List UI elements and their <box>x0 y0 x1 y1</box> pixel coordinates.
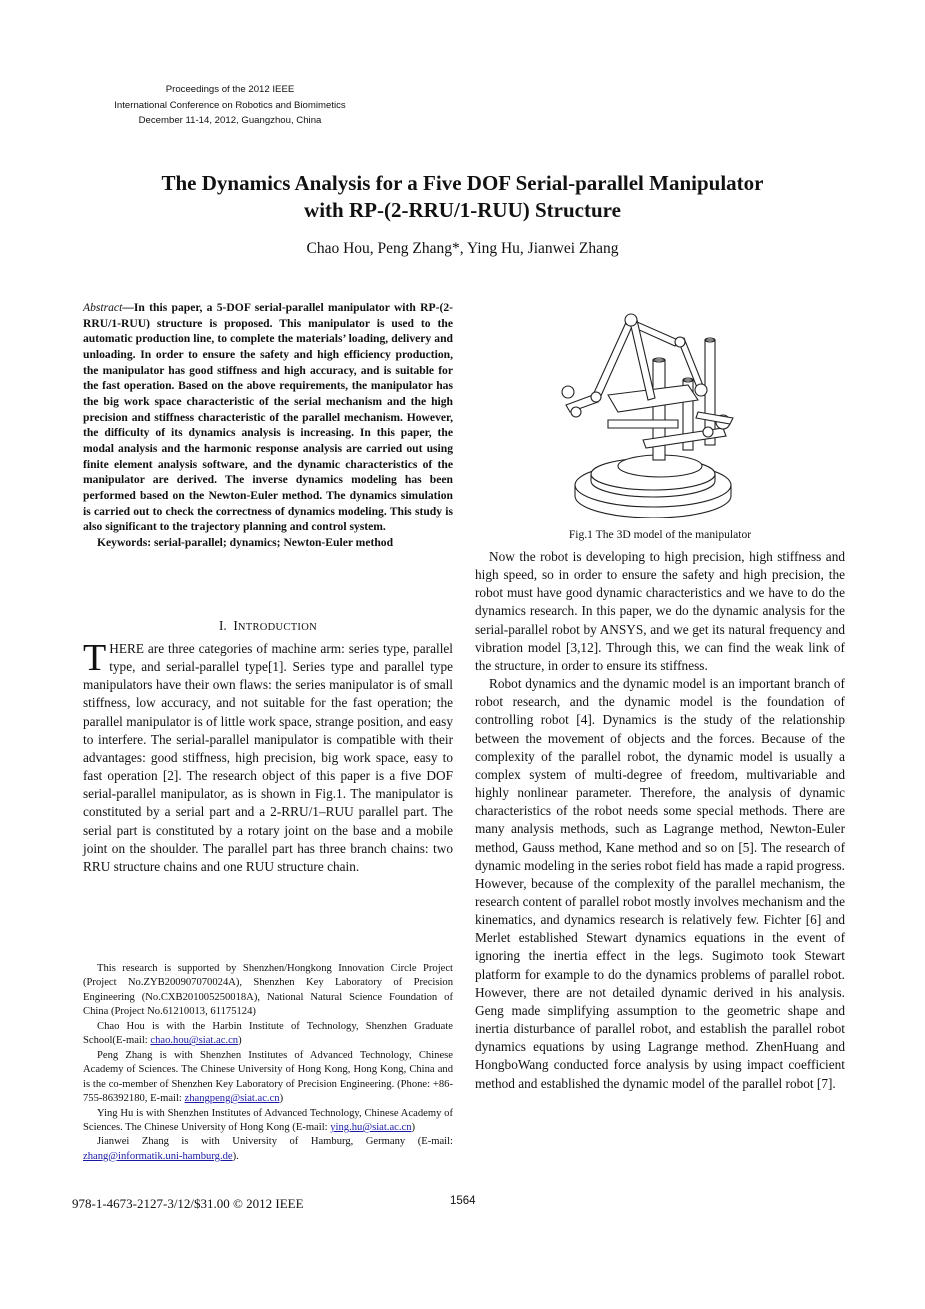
intro-paragraph: HERE are three categories of machine arm: series type, parallel type, and serial-parallel type[1]. Series type and parallel type manipulators have their own flaws: the series manipulator is of small stiffness, low accuracy, and not suitable for the fast operation; the parallel manipulator is of little work space, strange position, and easy to interfere. The serial-parallel manipulator is compatible with their advantages: good stiffness, high precision, big work space, easy to fast operation [2]. The research object of this paper is a five DOF serial-parallel manipulator, as is shown in Fig.1. The manipulator is constituted by a serial part and a 2-RRU/1–RUU parallel part. The serial part is constituted by a rotary joint on the base and a mobile joint on the shoulder. The parallel part has three branch chains: two RRU structure chains and one RUU structure chain. <box>83 641 453 874</box>
footnote-close: ). <box>232 1150 239 1162</box>
email-link[interactable]: zhangpeng@siat.ac.cn <box>184 1093 280 1105</box>
footnote-close: ) <box>411 1121 416 1133</box>
footnote-author <box>83 1049 453 1107</box>
introduction-body <box>83 637 453 876</box>
section-title-rest: NTRODUCTION <box>237 622 317 633</box>
section-heading-introduction <box>83 618 453 634</box>
page-number: 1564 <box>450 1195 476 1207</box>
footnote-author <box>83 1107 453 1136</box>
manipulator-3d-figure <box>548 300 788 518</box>
paragraph: Robot dynamics and the dynamic model is an important branch of robot research, and the dynamic model is the foundation of controlling robot [4]. Dynamics is the study of the relationship between the movement of objects and the forces. Because of the complexity of the parallel robot, the dynamic model is usually a complex system of multi-degree of freedom, multivariable and highly nonlinear parameter. Therefore, the analysis of dynamic characteristics of the robot needs some special methods. There are many analysis methods, such as Lagrange method, Newton-Euler method, Gauss method, Kane method and so on [5]. The research of dynamic modeling in the series robot field has made a rapid progress. However, because of the complexity of the parallel mechanism, the research content of parallel robot mostly involves mechanism and the kinematics, and dynamics research is relatively few. Fichter [6] and Merlet established Stewart dynamics equations in the event of ignoring the inertia effect in the legs. Sugimoto took Stewart platform for example to do the dynamics problems of parallel robot. However, there are not detailed dynamic derived in his analysis. Geng made simplifying assumption to the geometric shape and inertia disturbance of parallel robot, and establish the parallel robot dynamics equations by using Lagrange method. ZhenHuang and HongboWang conducted force analysis by using impact coefficient method and established the dynamic model of the parallel robot [7]. <box>475 676 845 1091</box>
footnotes <box>83 962 453 1164</box>
author-list: Chao Hou, Peng Zhang*, Ying Hu, Jianwei Zhang <box>306 240 619 257</box>
header-line: December 11-14, 2012, Guangzhou, China <box>138 115 322 127</box>
email-link[interactable]: chao.hou@siat.ac.cn <box>150 1035 239 1047</box>
footnote-text: Jianwei Zhang is with University of Hamburg, Germany (E-mail: <box>97 1136 453 1148</box>
proceedings-header <box>60 82 400 129</box>
keywords: Keywords: serial-parallel; dynamics; Newton-Euler method <box>97 535 394 549</box>
paper-title <box>0 170 925 224</box>
title-line: with RP-(2-RRU/1-RUU) Structure <box>304 198 621 222</box>
footnote-author <box>83 1020 453 1049</box>
isbn-copyright: 978-1-4673-2127-3/12/$31.00 © 2012 IEEE <box>72 1196 304 1211</box>
footnote-close: ) <box>279 1093 284 1105</box>
paragraph: Now the robot is developing to high precision, high stiffness and high speed, so in order to ensure the safety and high precision, the robot must have good dynamic characteristics and we have to do the dynamics research. In this paper, we do the dynamic analysis for the serial-parallel robot by ANSYS, and we get its natural frequency and vibration model [3,12]. Through this, we can find the weak link of the structure, in order to ensure its stiffness. <box>475 549 845 673</box>
drop-cap: T <box>83 637 107 679</box>
footnote-funding: This research is supported by Shenzhen/Hongkong Innovation Circle Project (Project No.ZYB200907070024A), Shenzhen Key Laboratory of Precision Engineering (No.CXB201005250018A), National Natural Science Foundation of China (Project No.61210013, 61175124) <box>83 963 453 1018</box>
header-line: International Conference on Robotics and Biomimetics <box>114 99 346 111</box>
footnote-text: Ying Hu is with Shenzhen Institutes of Advanced Technology, Chinese Academy of Sciences. The Chinese University of Hong Kong (E-mail: <box>83 1107 453 1133</box>
abstract-text: —In this paper, a 5-DOF serial-parallel manipulator with RP-(2-RRU/1-RUU) structure is proposed. This manipulator is used to the automatic production line, to complete the materials’ loading, delivery and unloading. In order to ensure the safety and high efficiency production, the manipulator has good stiffness and high accuracy, and is suitable for the fast operation. Based on the above requirements, the manipulator has the big work space characteristic of the serial mechanism and the high precision and stiffness characteristic of the parallel mechanism. However, the difficulty of its dynamics analysis is increasing. In this paper, the modal analysis and the harmonic response analysis are carried out using finite element analysis software, and the dynamic characteristics of the manipulator are derived. The inverse dynamics modeling has been performed based on the Newton-Euler method. The dynamics simulation is carried out to check the correctness of dynamics modeling. This study is also significant to the trajectory planning and control system. <box>83 301 453 534</box>
header-line: Proceedings of the 2012 IEEE <box>165 84 295 95</box>
title-line: The Dynamics Analysis for a Five DOF Serial-parallel Manipulator <box>161 171 764 195</box>
abstract-label: Abstract <box>83 301 123 314</box>
footnote-text: Chao Hou is with the Harbin Institute of Technology, Shenzhen Graduate School(E-mail: <box>83 1020 453 1047</box>
footnote-author <box>83 1135 453 1164</box>
section-numeral: I. <box>219 618 227 633</box>
right-column-body <box>475 548 845 1093</box>
footnote-text: Peng Zhang is with Shenzhen Institutes of Advanced Technology, Chinese Academy of Sciences. The Chinese University of Hong Kong, Hong Kong, China and is the co-member of Shenzhen Key Laboratory of Precision Engineering. (Phone: +86-755-86392180, E-mail: <box>83 1049 453 1105</box>
footnote-close: ) <box>238 1035 242 1047</box>
section-title-initial: I <box>233 618 238 633</box>
abstract <box>83 300 453 551</box>
email-link[interactable]: zhang@informatik.uni-hamburg.de <box>83 1150 233 1162</box>
figure-caption: Fig.1 The 3D model of the manipulator <box>568 528 752 541</box>
email-link[interactable]: ying.hu@siat.ac.cn <box>330 1121 412 1133</box>
